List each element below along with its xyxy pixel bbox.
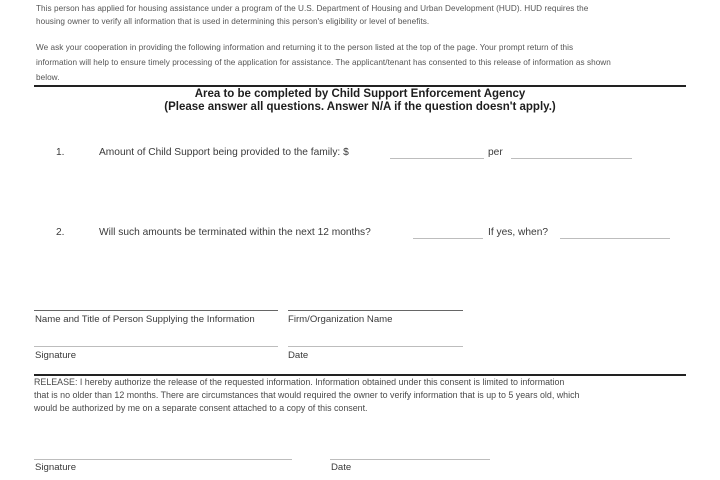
release-line-2: that is no older than 12 months. There are circumstances that would required the owner to verify information that is up to 5 years old, which <box>34 390 580 400</box>
question-1-text: Amount of Child Support being provided to the family: $ <box>99 147 349 158</box>
release-divider <box>34 374 686 376</box>
name-title-field[interactable] <box>34 310 278 311</box>
applicant-signature-field[interactable] <box>34 459 292 460</box>
section-title: Area to be completed by Child Support Enforcement Agency <box>194 88 526 100</box>
agency-date-label: Date <box>288 350 309 361</box>
child-support-amount-field[interactable] <box>390 158 484 159</box>
release-line-3: would be authorized by me on a separate consent attached to a copy of this consent. <box>34 403 368 413</box>
agency-signature-label: Signature <box>35 350 77 361</box>
release-line-1: RELEASE: I hereby authorize the release of the requested information. Information obtained under this consent is limited to information <box>34 377 565 387</box>
agency-date-field[interactable] <box>288 346 463 347</box>
section-divider <box>34 85 686 87</box>
termination-date-field[interactable] <box>560 238 670 239</box>
agency-signature-field[interactable] <box>34 346 278 347</box>
applicant-signature-label: Signature <box>35 462 77 473</box>
name-title-label: Name and Title of Person Supplying the Information <box>35 314 255 325</box>
intro-line-2: housing owner to verify all information that is used in determining this person's eligibility or level of benefits. <box>36 17 430 26</box>
question-2-suffix: If yes, when? <box>488 227 549 238</box>
intro-line-5: below. <box>36 73 60 82</box>
question-2-text: Will such amounts be terminated within the next 12 months? <box>99 227 371 238</box>
firm-label: Firm/Organization Name <box>288 314 393 325</box>
section-subtitle: (Please answer all questions. Answer N/A if the question doesn't apply.) <box>164 101 556 113</box>
applicant-date-label: Date <box>331 462 352 473</box>
termination-answer-field[interactable] <box>413 238 483 239</box>
intro-line-3: We ask your cooperation in providing the following information and returning it to the person listed at the top of the page. Your prompt return of this <box>36 43 574 52</box>
applicant-date-field[interactable] <box>330 459 490 460</box>
question-1-number: 1. <box>56 147 65 158</box>
intro-line-1: This person has applied for housing assistance under a program of the U.S. Department of Housing and Urban Development (HUD). HUD requires the <box>36 4 589 13</box>
child-support-period-field[interactable] <box>511 158 632 159</box>
question-2-number: 2. <box>56 227 65 238</box>
intro-line-4: information will help to ensure timely processing of the application for assistance. The applicant/tenant has consented to this release of information as shown <box>36 58 611 67</box>
firm-name-field[interactable] <box>288 310 463 311</box>
question-1-suffix: per <box>488 147 503 158</box>
